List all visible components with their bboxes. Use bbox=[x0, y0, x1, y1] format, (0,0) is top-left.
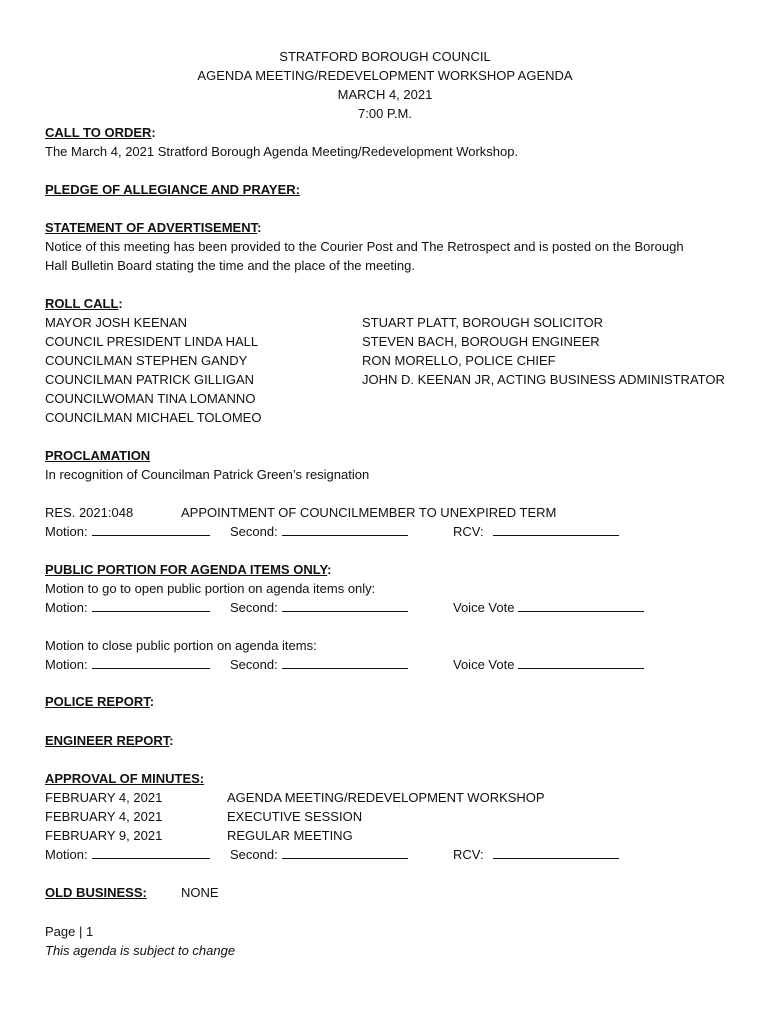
roll-call-official: STUART PLATT, BOROUGH SOLICITOR bbox=[362, 315, 604, 330]
motion-blank bbox=[92, 522, 210, 536]
motion-blank bbox=[92, 655, 210, 669]
minutes-second bbox=[230, 845, 408, 864]
voice-vote-label: Voice Vote bbox=[453, 657, 515, 672]
voice-vote-blank bbox=[518, 598, 644, 612]
motion-label: Motion: bbox=[45, 847, 88, 862]
statement-text-1: Notice of this meeting has been provided to the Courier Post and The Retrospect and is posted on the Borough bbox=[45, 239, 684, 254]
old-business-heading: OLD BUSINESS: bbox=[45, 885, 147, 900]
rcv-label: RCV: bbox=[453, 524, 484, 539]
roll-call-member: COUNCILMAN STEPHEN GANDY bbox=[45, 353, 248, 368]
close-second bbox=[230, 655, 408, 674]
second-blank bbox=[282, 598, 408, 612]
roll-call-colon: : bbox=[118, 296, 123, 311]
motion-label: Motion: bbox=[45, 657, 88, 672]
close-voice-vote bbox=[453, 655, 644, 674]
meeting-time: 7:00 P.M. bbox=[358, 106, 412, 121]
second-blank bbox=[282, 522, 408, 536]
call-to-order-text: The March 4, 2021 Stratford Borough Agenda Meeting/Redevelopment Workshop. bbox=[45, 144, 519, 159]
call-to-order-label: CALL TO ORDER bbox=[45, 125, 152, 140]
engineer-report-colon: : bbox=[169, 733, 174, 748]
resolution-rcv bbox=[453, 522, 619, 541]
resolution-number: RES. 2021:048 bbox=[45, 505, 134, 520]
roll-call-member: COUNCILMAN PATRICK GILLIGAN bbox=[45, 372, 254, 387]
agenda-title: AGENDA MEETING/REDEVELOPMENT WORKSHOP AGENDA bbox=[197, 68, 573, 83]
rcv-label: RCV: bbox=[453, 847, 484, 862]
public-portion-colon: : bbox=[327, 562, 332, 577]
statement-text-2: Hall Bulletin Board stating the time and the place of the meeting. bbox=[45, 258, 415, 273]
minutes-rcv bbox=[453, 845, 619, 864]
second-label: Second: bbox=[230, 600, 278, 615]
second-label: Second: bbox=[230, 524, 278, 539]
roll-call-member: COUNCILWOMAN TINA LOMANNO bbox=[45, 391, 256, 406]
engineer-report-label: ENGINEER REPORT bbox=[45, 733, 170, 748]
public-portion-label: PUBLIC PORTION FOR AGENDA ITEMS ONLY bbox=[45, 562, 328, 577]
open-motion bbox=[45, 598, 210, 617]
second-label: Second: bbox=[230, 847, 278, 862]
minutes-heading: APPROVAL OF MINUTES: bbox=[45, 771, 205, 786]
minutes-description: EXECUTIVE SESSION bbox=[227, 809, 363, 824]
minutes-description: AGENDA MEETING/REDEVELOPMENT WORKSHOP bbox=[227, 790, 545, 805]
engineer-report-heading bbox=[45, 731, 174, 750]
voice-vote-label: Voice Vote bbox=[453, 600, 515, 615]
public-portion-open-text: Motion to go to open public portion on agenda items only: bbox=[45, 581, 376, 596]
statement-label: STATEMENT OF ADVERTISEMENT bbox=[45, 220, 258, 235]
second-blank bbox=[282, 845, 408, 859]
minutes-motion bbox=[45, 845, 210, 864]
pledge-heading: PLEDGE OF ALLEGIANCE AND PRAYER: bbox=[45, 182, 300, 197]
police-report-colon: : bbox=[149, 694, 155, 709]
public-portion-heading bbox=[45, 560, 332, 579]
minutes-description: REGULAR MEETING bbox=[227, 828, 353, 843]
council-name: STRATFORD BOROUGH COUNCIL bbox=[279, 49, 491, 64]
proclamation-text: In recognition of Councilman Patrick Green’s resignation bbox=[45, 467, 370, 482]
old-business-value: NONE bbox=[181, 885, 219, 900]
roll-call-member: MAYOR JOSH KEENAN bbox=[45, 315, 188, 330]
roll-call-label: ROLL CALL bbox=[45, 296, 119, 311]
roll-call-member: COUNCIL PRESIDENT LINDA HALL bbox=[45, 334, 259, 349]
roll-call-official: JOHN D. KEENAN JR, ACTING BUSINESS ADMINISTRATOR bbox=[362, 372, 725, 387]
minutes-date: FEBRUARY 9, 2021 bbox=[45, 828, 163, 843]
change-notice: This agenda is subject to change bbox=[45, 943, 236, 958]
statement-heading bbox=[45, 218, 261, 237]
police-report-label: POLICE REPORT bbox=[45, 694, 150, 709]
proclamation-heading: PROCLAMATION bbox=[45, 448, 151, 463]
page-number: Page | 1 bbox=[45, 924, 94, 939]
motion-blank bbox=[92, 845, 210, 859]
resolution-motion bbox=[45, 522, 210, 541]
call-to-order-heading bbox=[45, 123, 156, 142]
open-second bbox=[230, 598, 408, 617]
motion-label: Motion: bbox=[45, 600, 88, 615]
motion-label: Motion: bbox=[45, 524, 88, 539]
open-voice-vote bbox=[453, 598, 644, 617]
resolution-title: APPOINTMENT OF COUNCILMEMBER TO UNEXPIRED TERM bbox=[181, 505, 557, 520]
minutes-date: FEBRUARY 4, 2021 bbox=[45, 809, 163, 824]
motion-blank bbox=[92, 598, 210, 612]
public-portion-close-text: Motion to close public portion on agenda items: bbox=[45, 638, 317, 653]
roll-call-heading bbox=[45, 294, 123, 313]
voice-vote-blank bbox=[518, 655, 644, 669]
close-motion bbox=[45, 655, 210, 674]
second-label: Second: bbox=[230, 657, 278, 672]
roll-call-official: RON MORELLO, POLICE CHIEF bbox=[362, 353, 556, 368]
minutes-date: FEBRUARY 4, 2021 bbox=[45, 790, 163, 805]
roll-call-member: COUNCILMAN MICHAEL TOLOMEO bbox=[45, 410, 262, 425]
second-blank bbox=[282, 655, 408, 669]
resolution-second bbox=[230, 522, 408, 541]
meeting-date: MARCH 4, 2021 bbox=[337, 87, 433, 102]
rcv-blank bbox=[493, 522, 619, 536]
call-to-order-colon: : bbox=[151, 125, 156, 140]
roll-call-official: STEVEN BACH, BOROUGH ENGINEER bbox=[362, 334, 600, 349]
statement-colon: : bbox=[257, 220, 262, 235]
rcv-blank bbox=[493, 845, 619, 859]
police-report-heading bbox=[45, 692, 154, 711]
